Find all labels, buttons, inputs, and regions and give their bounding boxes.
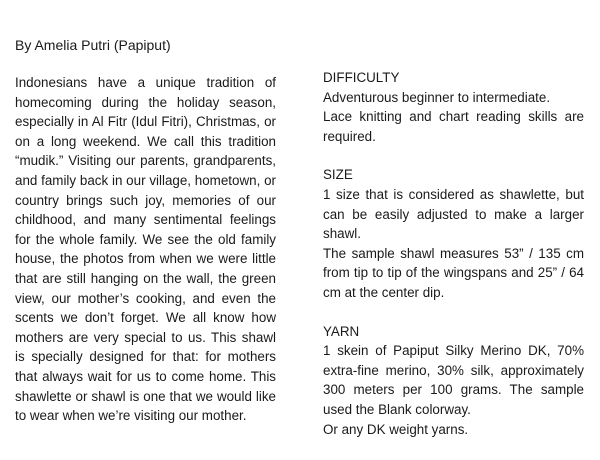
yarn-line: 1 skein of Papiput Silky Merino DK, 70% extra-fine merino, 30% silk, approximately 300 meters per 100 grams. The sample used the Blank colorway. <box>323 343 584 417</box>
yarn-title: YARN <box>323 323 360 339</box>
size-line: 1 size that is considered as shawlette, but can be easily adjusted to make a larger shawl. <box>323 186 584 242</box>
pattern-details <box>323 68 584 458</box>
size-line: The sample shawl measures 53” / 135 cm from tip to tip of the wingspans and 25” / 64 cm at the center dip. <box>323 245 584 300</box>
difficulty-line: Adventurous beginner to intermediate. <box>323 89 551 105</box>
difficulty-line: Lace knitting and chart reading skills are required. <box>323 109 584 144</box>
size-section <box>323 165 584 302</box>
difficulty-title: DIFFICULTY <box>323 70 400 85</box>
intro-paragraph: Indonesians have a unique tradition of homecoming during the holiday season, especially in Al Fitr (Idul Fitri), Christmas, or on a long weekend. We call this tradition “mudik.” Visiting our parents, grandparents, and family back in our village, hometown, or country brings such joy, memories of our childhood, and many sentimental feelings for the whole family. We see the old family house, the photos from when we were little that are still hanging on the wall, the green view, our mother’s cooking, and even the scents we don’t forget. We all know how mothers are very special to us. This shawl is specially designed for that: for mothers that always wait for us to come home. This shawlette or shawl is one that we would like to wear when we’re visiting our mother. <box>15 75 276 424</box>
byline: By Amelia Putri (Papiput) <box>15 37 171 53</box>
yarn-section <box>323 322 584 440</box>
difficulty-section <box>323 68 584 146</box>
yarn-line: Or any DK weight yarns. <box>323 421 469 437</box>
size-title: SIZE <box>323 167 353 183</box>
